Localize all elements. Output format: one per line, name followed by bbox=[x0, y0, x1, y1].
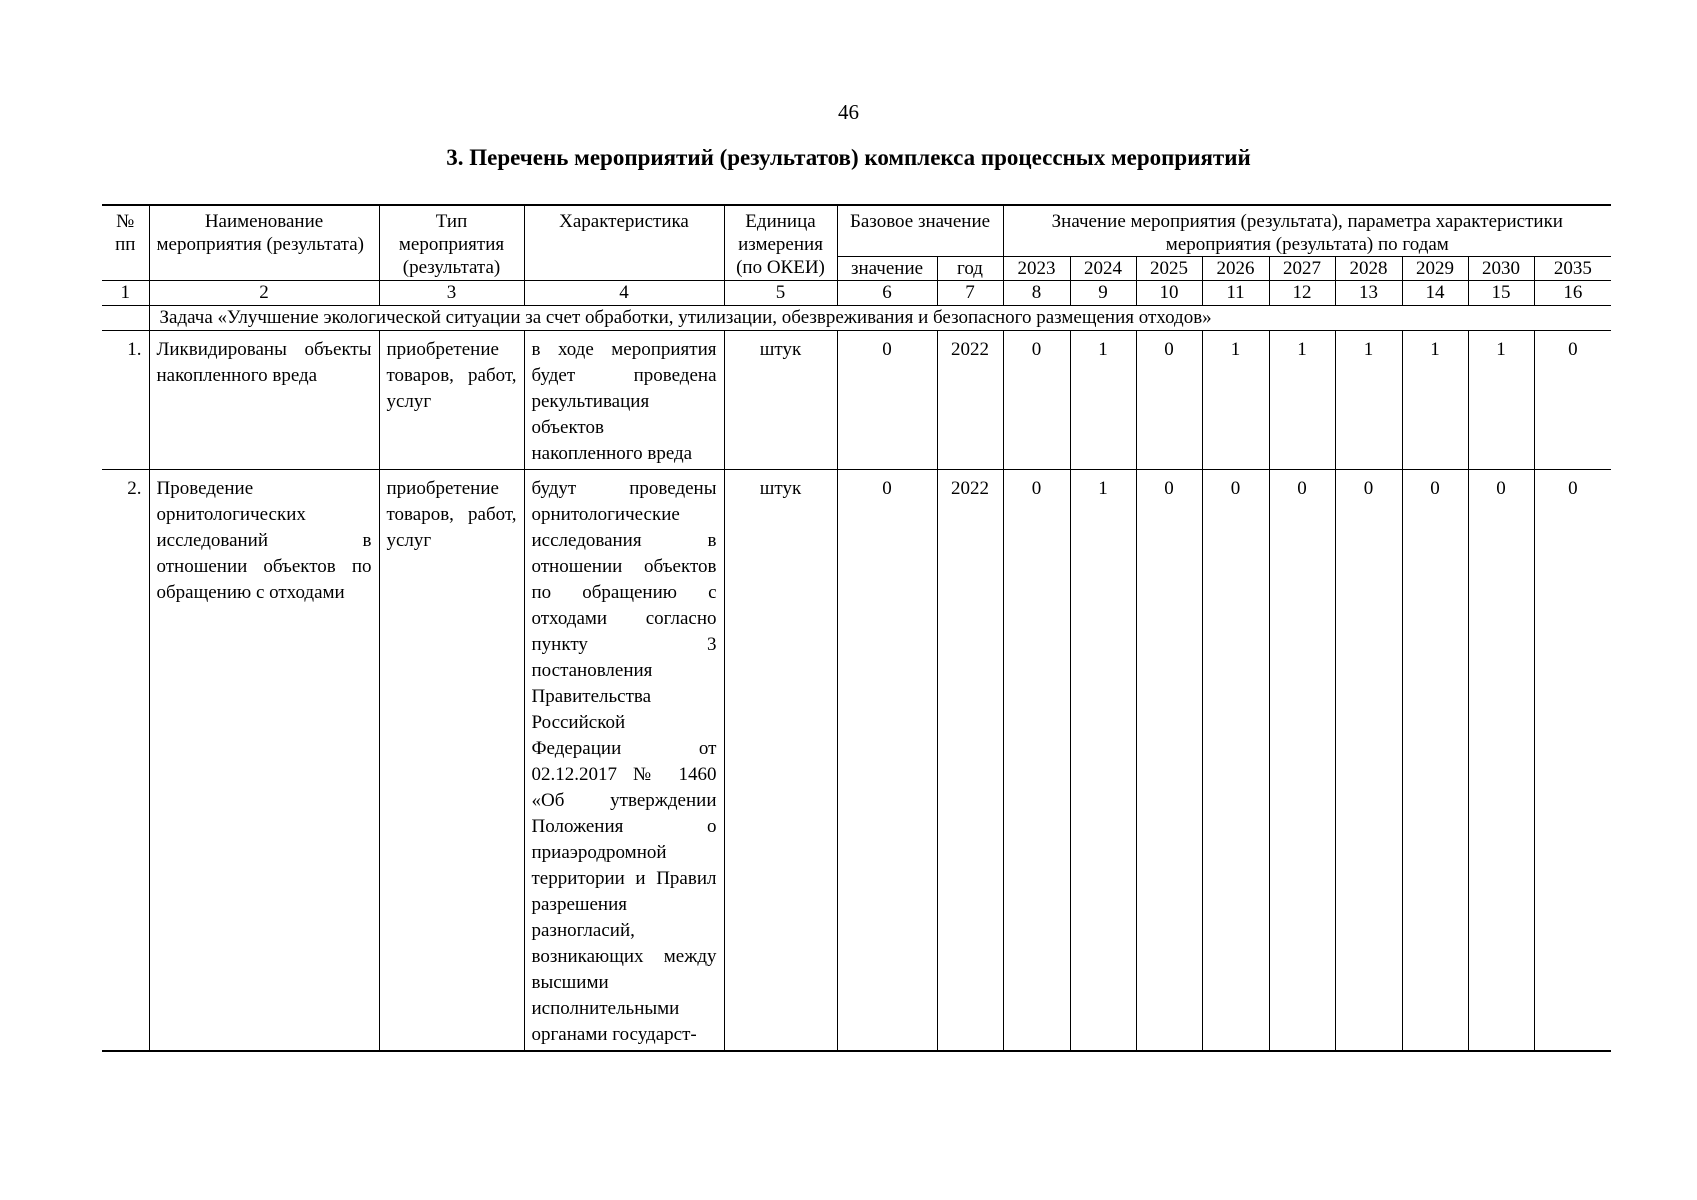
row-name: Проведение орнитологических исследований в отношении объектов по обращению с отходами bbox=[149, 470, 379, 1052]
row-year-value: 0 bbox=[1402, 470, 1468, 1052]
row-year-value: 0 bbox=[1136, 470, 1202, 1052]
task-title: Задача «Улучшение экологической ситуации за счет обработки, утилизации, обезвреживания и безопасного размещения отходов» bbox=[149, 306, 1611, 331]
header-name: Наименование мероприятия (результата) bbox=[149, 205, 379, 281]
column-number: 12 bbox=[1269, 281, 1335, 306]
row-base-year: 2022 bbox=[937, 470, 1003, 1052]
column-number: 15 bbox=[1468, 281, 1534, 306]
header-year: 2027 bbox=[1269, 257, 1335, 281]
row-year-value: 1 bbox=[1202, 331, 1269, 470]
row-year-value: 0 bbox=[1003, 470, 1070, 1052]
row-year-value: 0 bbox=[1269, 470, 1335, 1052]
header-base: Базовое значение bbox=[837, 205, 1003, 257]
header-year: 2025 bbox=[1136, 257, 1202, 281]
page-number: 46 bbox=[838, 100, 859, 124]
header-year: 2024 bbox=[1070, 257, 1136, 281]
table-row bbox=[102, 331, 1611, 470]
row-year-value: 1 bbox=[1269, 331, 1335, 470]
page-title: 3. Перечень мероприятий (результатов) комплекса процессных мероприятий bbox=[446, 145, 1251, 170]
header-num: № пп bbox=[102, 205, 149, 281]
header-year: 2023 bbox=[1003, 257, 1070, 281]
column-number: 9 bbox=[1070, 281, 1136, 306]
row-year-value: 1 bbox=[1468, 331, 1534, 470]
row-type: приобретение товаров, работ, услуг bbox=[379, 470, 524, 1052]
row-characteristic: в ходе мероприятия будет проведена рекультивация объектов накопленного вреда bbox=[524, 331, 724, 470]
column-number: 10 bbox=[1136, 281, 1202, 306]
row-base-value: 0 bbox=[837, 470, 937, 1052]
header-year: 2030 bbox=[1468, 257, 1534, 281]
column-number: 7 bbox=[937, 281, 1003, 306]
row-year-value: 1 bbox=[1070, 331, 1136, 470]
row-num: 1. bbox=[102, 331, 149, 470]
row-base-value: 0 bbox=[837, 331, 937, 470]
column-number: 5 bbox=[724, 281, 837, 306]
row-characteristic: будут проведены орнитологические исследования в отношении объектов по обращению с отходами согласно пункту 3 постановления Правительства Российской Федерации от 02.12.2017 № 1460 «Об утверждении Положения о приаэродромной территории и Правил разрешения разногласий, возникающих между высшими исполнительными органами государст- bbox=[524, 470, 724, 1052]
header-unit: Единица измерения (по ОКЕИ) bbox=[724, 205, 837, 281]
row-year-value: 1 bbox=[1402, 331, 1468, 470]
row-year-value: 0 bbox=[1136, 331, 1202, 470]
task-row bbox=[102, 306, 1611, 331]
row-year-value: 0 bbox=[1335, 470, 1402, 1052]
column-number: 14 bbox=[1402, 281, 1468, 306]
row-num: 2. bbox=[102, 470, 149, 1052]
header-year: 2035 bbox=[1534, 257, 1611, 281]
table-row bbox=[102, 470, 1611, 1052]
header-year: 2028 bbox=[1335, 257, 1402, 281]
column-number: 11 bbox=[1202, 281, 1269, 306]
header-year: 2026 bbox=[1202, 257, 1269, 281]
header-year: 2029 bbox=[1402, 257, 1468, 281]
row-type: приобретение товаров, работ, услуг bbox=[379, 331, 524, 470]
row-unit: штук bbox=[724, 331, 837, 470]
column-number: 16 bbox=[1534, 281, 1611, 306]
header-values-by-year: Значение мероприятия (результата), параметра характеристики мероприятия (результата) по годам bbox=[1003, 205, 1611, 257]
header-type: Тип мероприятия (результата) bbox=[379, 205, 524, 281]
row-base-year: 2022 bbox=[937, 331, 1003, 470]
column-number: 2 bbox=[149, 281, 379, 306]
column-number: 8 bbox=[1003, 281, 1070, 306]
row-year-value: 1 bbox=[1070, 470, 1136, 1052]
header-base-value: значение bbox=[837, 257, 937, 281]
column-number: 6 bbox=[837, 281, 937, 306]
task-empty-cell bbox=[102, 306, 149, 331]
header-characteristic: Характеристика bbox=[524, 205, 724, 281]
header-base-year: год bbox=[937, 257, 1003, 281]
row-year-value: 0 bbox=[1202, 470, 1269, 1052]
column-number: 3 bbox=[379, 281, 524, 306]
row-year-value: 0 bbox=[1534, 331, 1611, 470]
row-unit: штук bbox=[724, 470, 837, 1052]
column-number-row bbox=[102, 281, 1611, 306]
activities-table bbox=[102, 204, 1611, 1052]
column-number: 1 bbox=[102, 281, 149, 306]
row-name: Ликвидированы объекты накопленного вреда bbox=[149, 331, 379, 470]
column-number: 13 bbox=[1335, 281, 1402, 306]
row-year-value: 0 bbox=[1534, 470, 1611, 1052]
row-year-value: 1 bbox=[1335, 331, 1402, 470]
row-year-value: 0 bbox=[1003, 331, 1070, 470]
row-year-value: 0 bbox=[1468, 470, 1534, 1052]
column-number: 4 bbox=[524, 281, 724, 306]
